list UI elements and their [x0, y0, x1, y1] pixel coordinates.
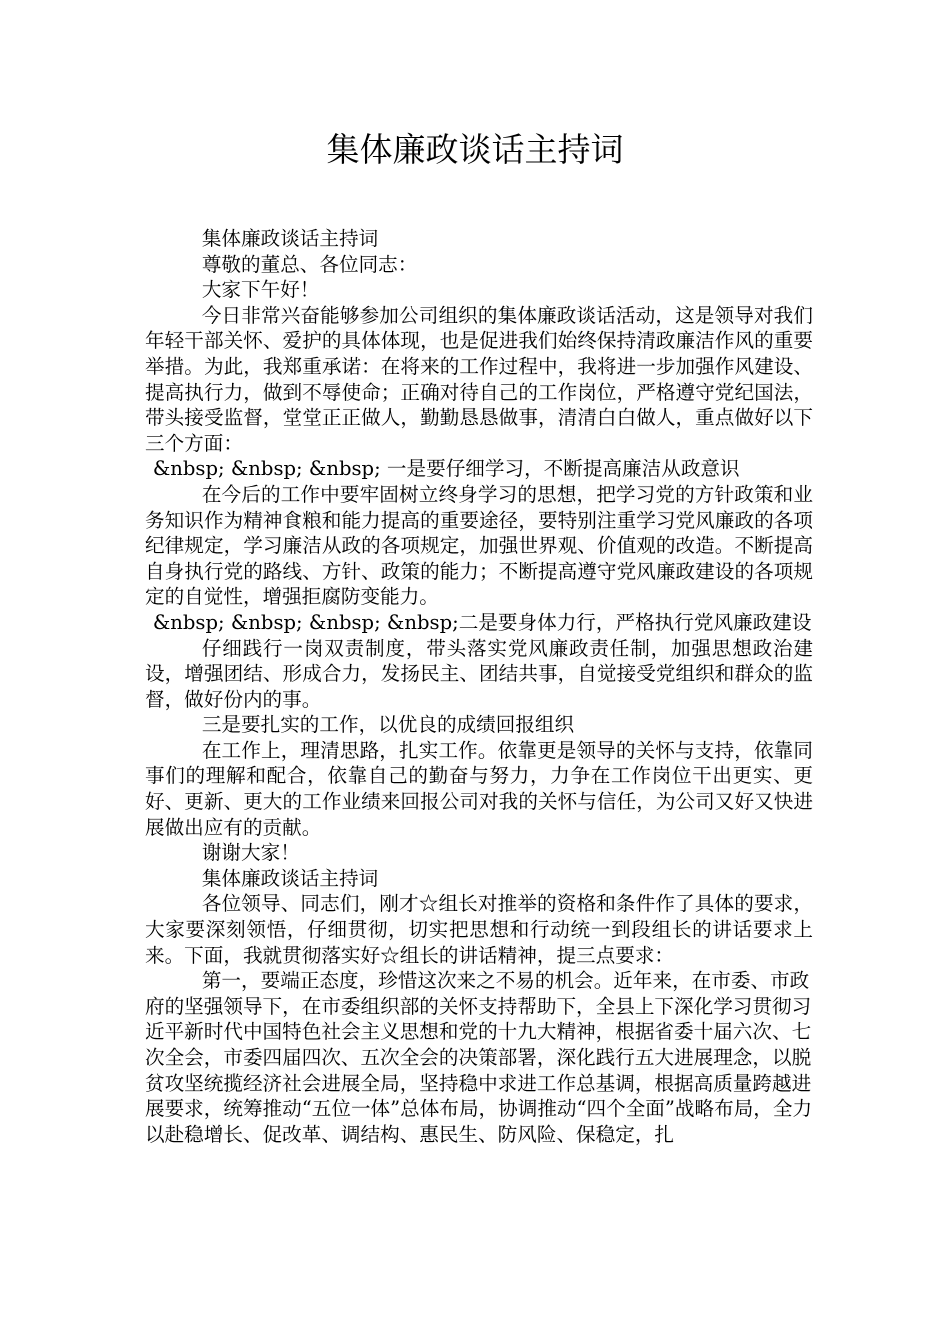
paragraph-greeting: 大家下午好！: [201, 278, 320, 302]
paragraph-point-two-heading: &nbsp; &nbsp; &nbsp; &nbsp;二是要身体力行，严格执行党风廉政建设: [152, 610, 812, 634]
paragraph-commitment: 今日非常兴奋能够参加公司组织的集体廉政谈话活动，这是领导对我们年轻干部关怀、爱护的具体体现，也是促进我们始终保持清政廉洁作风的重要举措。为此，我郑重承诺：在将来的工作过程中，我将进一步加强作风建设、提高执行力，做到不辱使命；正确对待自己的工作岗位，严格遵守党纪国法，带头接受监督，堂堂正正做人，勤勤恳恳做事，清清白白做人，重点做好以下三个方面：: [145, 303, 813, 455]
document-title: 集体廉政谈话主持词: [326, 130, 624, 169]
paragraph-second-title: 集体廉政谈话主持词: [201, 866, 379, 890]
paragraph-point-one-body: 在今后的工作中要牢固树立终身学习的思想，把学习党的方针政策和业务知识作为精神食粮和能力提高的重要途径，要特别注重学习党风廉政的各项纪律规定，学习廉洁从政的各项规定，加强世界观、价值观的改造。不断提高自身执行党的路线、方针、政策的能力；不断提高遵守党风廉政建设的各项规定的自觉性，增强拒腐防变能力。: [145, 482, 813, 609]
paragraph-first-requirement: 第一，要端正态度，珍惜这次来之不易的机会。近年来，在市委、市政府的坚强领导下，在市委组织部的关怀支持帮助下，全县上下深化学习贯彻习近平新时代中国特色社会主义思想和党的十九大精神，根据省委十届六次、七次全会，市委四届四次、五次全会的决策部署，深化践行五大进展理念，以脱贫攻坚统揽经济社会进展全局，坚持稳中求进工作总基调，根据高质量跨越进展要求，统筹推动“五位一体”总体布局，协调推动“四个全面”战略布局，全力以赴稳增长、促改革、调结构、惠民生、防风险、保稳定，扎: [145, 969, 813, 1146]
paragraph-point-two-body: 仔细践行一岗双责制度，带头落实党风廉政责任制，加强思想政治建设，增强团结、形成合力，发扬民主、团结共事，自觉接受党组织和群众的监督，做好份内的事。: [145, 636, 813, 711]
paragraph-thanks: 谢谢大家！: [201, 841, 300, 865]
paragraph-requirements-intro: 各位领导、同志们，刚才☆组长对推举的资格和条件作了具体的要求，大家要深刻领悟，仔细贯彻，切实把思想和行动统一到段组长的讲话要求上来。下面，我就贯彻落实好☆组长的讲话精神，提三点要求：: [145, 892, 813, 967]
paragraph-salutation: 尊敬的董总、各位同志：: [201, 252, 418, 276]
paragraph-subtitle: 集体廉政谈话主持词: [201, 227, 379, 250]
document-body: [145, 226, 813, 1147]
paragraph-point-three-body: 在工作上，理清思路，扎实工作。依靠更是领导的关怀与支持，依靠同事们的理解和配合，依靠自己的勤奋与努力，力争在工作岗位干出更实、更好、更新、更大的工作业绩来回报公司对我的关怀与信任，为公司又好又快进展做出应有的贡献。: [145, 738, 813, 839]
paragraph-point-one-heading: &nbsp; &nbsp; &nbsp; 一是要仔细学习，不断提高廉洁从政意识: [152, 457, 740, 481]
paragraph-point-three-heading: 三是要扎实的工作，以优良的成绩回报组织: [201, 713, 575, 737]
